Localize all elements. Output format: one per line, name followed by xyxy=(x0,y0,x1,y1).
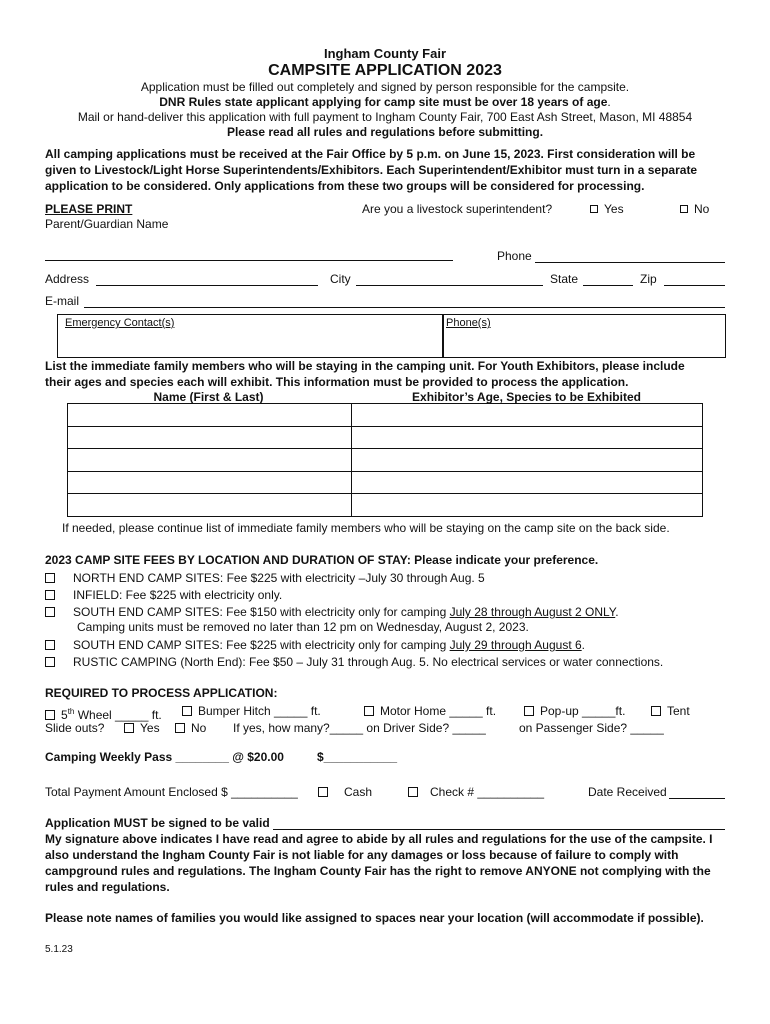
emergency-phone-label: Phone(s) xyxy=(446,317,491,329)
tent-option[interactable]: Tent xyxy=(651,704,690,719)
instructions-line-1: Application must be filled out completely and signed by person responsible for the campsite. xyxy=(140,80,630,94)
table-row xyxy=(68,449,703,472)
name-cell[interactable] xyxy=(68,449,352,472)
total-payment-field[interactable]: Total Payment Amount Enclosed $ __________ xyxy=(45,785,298,799)
emergency-contact-label: Emergency Contact(s) xyxy=(65,317,175,329)
popup-option[interactable]: Pop-up _____ft. xyxy=(524,704,625,719)
instructions-line-2: DNR Rules state applicant applying for camp site must be over 18 years of age. xyxy=(159,95,611,109)
instructions-line-4: Please read all rules and regulations before submitting. xyxy=(226,125,544,139)
exhibitor-cell[interactable] xyxy=(352,404,703,427)
address-label: Address xyxy=(45,272,90,286)
parent-name-label: Parent/Guardian Name xyxy=(45,217,169,231)
state-label: State xyxy=(550,272,579,286)
motor-home-option[interactable]: Motor Home _____ ft. xyxy=(364,704,496,719)
form-version: 5.1.23 xyxy=(45,944,73,955)
name-cell[interactable] xyxy=(68,494,352,517)
name-cell[interactable] xyxy=(68,404,352,427)
intro-line-2: given to Livestock/Light Horse Superintendents/Exhibitors. Each Superintendent/Exhibitor must turn in a separate xyxy=(45,163,698,177)
checkbox-icon[interactable] xyxy=(45,640,55,650)
signature-label: Application MUST be signed to be valid xyxy=(45,816,270,830)
bumper-hitch-option[interactable]: Bumper Hitch _____ ft. xyxy=(182,704,321,719)
checkbox-icon[interactable] xyxy=(651,706,661,716)
intro-line-1: All camping applications must be received at the Fair Office by 5 p.m. on June 15, 2023. First consideration will be xyxy=(45,147,696,161)
checkbox-icon[interactable] xyxy=(45,590,55,600)
intro-line-3: application to be considered. Only applications from these two groups will be considered for processing. xyxy=(45,179,645,193)
continue-note: If needed, please continue list of immediate family members who will be staying on the camp site on the back side. xyxy=(62,521,670,535)
checkbox-icon[interactable] xyxy=(45,710,55,720)
check-option[interactable]: Check # __________ xyxy=(408,785,544,800)
slide-outs-yes[interactable]: Yes xyxy=(124,721,160,736)
table-row xyxy=(68,471,703,494)
checkbox-icon[interactable] xyxy=(182,706,192,716)
checkbox-icon[interactable] xyxy=(45,657,55,667)
slide-outs-count[interactable]: If yes, how many?_____ on Driver Side? _____ xyxy=(233,721,486,735)
cash-option[interactable]: Cash xyxy=(318,785,372,800)
checkbox-icon[interactable] xyxy=(45,573,55,583)
org-name: Ingham County Fair xyxy=(323,46,447,61)
phone-field[interactable] xyxy=(535,262,725,263)
superintendent-no[interactable]: No xyxy=(680,202,709,217)
weekly-pass-amount[interactable]: $___________ xyxy=(317,750,398,764)
required-heading: REQUIRED TO PROCESS APPLICATION: xyxy=(45,686,278,700)
fee-option-south-225[interactable]: SOUTH END CAMP SITES: Fee $225 with electricity only for camping July 29 through August 6. xyxy=(45,638,585,653)
name-cell[interactable] xyxy=(68,471,352,494)
date-received-field[interactable] xyxy=(669,798,725,799)
zip-field[interactable] xyxy=(664,285,725,286)
checkbox-icon[interactable] xyxy=(590,205,598,213)
checkbox-icon[interactable] xyxy=(45,607,55,617)
checkbox-icon[interactable] xyxy=(680,205,688,213)
email-label: E-mail xyxy=(45,294,80,308)
fee-option-north[interactable]: NORTH END CAMP SITES: Fee $225 with electricity –July 30 through Aug. 5 xyxy=(45,571,485,586)
table-row xyxy=(68,494,703,517)
phone-label: Phone xyxy=(497,249,532,263)
please-print-label: PLEASE PRINT xyxy=(45,202,133,216)
family-members-table xyxy=(67,403,703,517)
family-instructions-2: their ages and species each will exhibit. This information must be provided to process the application. xyxy=(45,375,629,389)
checkbox-icon[interactable] xyxy=(408,787,418,797)
city-field[interactable] xyxy=(356,285,543,286)
fee-option-rustic[interactable]: RUSTIC CAMPING (North End): Fee $50 – July 31 through Aug. 5. No electrical services or water connections. xyxy=(45,655,663,670)
instructions-line-3: Mail or hand-deliver this application with full payment to Ingham County Fair, 700 East Ash Street, Mason, MI 48854 xyxy=(77,110,693,124)
passenger-side-count[interactable]: on Passenger Side? _____ xyxy=(519,721,664,735)
signature-text-3: campground rules and regulations. The Ingham County Fair has the right to remove ANYONE not complying with the xyxy=(45,864,711,878)
checkbox-icon[interactable] xyxy=(318,787,328,797)
exhibitor-cell[interactable] xyxy=(352,449,703,472)
email-field[interactable] xyxy=(84,307,725,308)
fee-option-south-150-note: Camping units must be removed no later than 12 pm on Wednesday, August 2, 2023. xyxy=(77,620,529,634)
signature-text-1: My signature above indicates I have read and agree to abide by all rules and regulations for the use of the campsite. I xyxy=(45,832,713,846)
checkbox-icon[interactable] xyxy=(524,706,534,716)
column-header-name: Name (First & Last) xyxy=(153,390,264,404)
families-note: Please note names of families you would like assigned to spaces near your location (will accommodate if possible). xyxy=(45,911,704,925)
exhibitor-cell[interactable] xyxy=(352,471,703,494)
superintendent-question: Are you a livestock superintendent? xyxy=(362,202,553,216)
zip-label: Zip xyxy=(640,272,657,286)
date-received-label: Date Received xyxy=(588,785,667,799)
signature-field[interactable] xyxy=(273,829,725,830)
exhibitor-cell[interactable] xyxy=(352,426,703,449)
signature-text-2: also understand the Ingham County Fair is not liable for any damages or loss because of failure to comply with xyxy=(45,848,679,862)
fee-option-south-150[interactable]: SOUTH END CAMP SITES: Fee $150 with electricity only for camping July 28 through August 2 ONLY. xyxy=(45,605,619,620)
checkbox-icon[interactable] xyxy=(124,723,134,733)
slide-outs-no[interactable]: No xyxy=(175,721,206,736)
name-cell[interactable] xyxy=(68,426,352,449)
checkbox-icon[interactable] xyxy=(364,706,374,716)
table-row xyxy=(68,426,703,449)
fees-heading: 2023 CAMP SITE FEES BY LOCATION AND DURATION OF STAY: Please indicate your preference. xyxy=(45,553,599,567)
column-header-exhibitor: Exhibitor’s Age, Species to be Exhibited xyxy=(412,390,641,404)
table-row xyxy=(68,404,703,427)
city-label: City xyxy=(330,272,351,286)
slide-outs-label: Slide outs? xyxy=(45,721,105,735)
address-field[interactable] xyxy=(96,285,318,286)
parent-name-field[interactable] xyxy=(45,260,453,261)
state-field[interactable] xyxy=(583,285,633,286)
family-instructions-1: List the immediate family members who will be staying in the camping unit. For Youth Exhibitors, please include xyxy=(45,359,685,373)
signature-text-4: rules and regulations. xyxy=(45,880,170,894)
page-title: CAMPSITE APPLICATION 2023 xyxy=(268,62,502,79)
weekly-pass-field[interactable]: Camping Weekly Pass ________ @ $20.00 xyxy=(45,750,284,764)
fifth-wheel-option[interactable]: 5th Wheel _____ ft. xyxy=(45,704,162,723)
superintendent-yes[interactable]: Yes xyxy=(590,202,624,217)
exhibitor-cell[interactable] xyxy=(352,494,703,517)
fee-option-infield[interactable]: INFIELD: Fee $225 with electricity only. xyxy=(45,588,282,603)
checkbox-icon[interactable] xyxy=(175,723,185,733)
